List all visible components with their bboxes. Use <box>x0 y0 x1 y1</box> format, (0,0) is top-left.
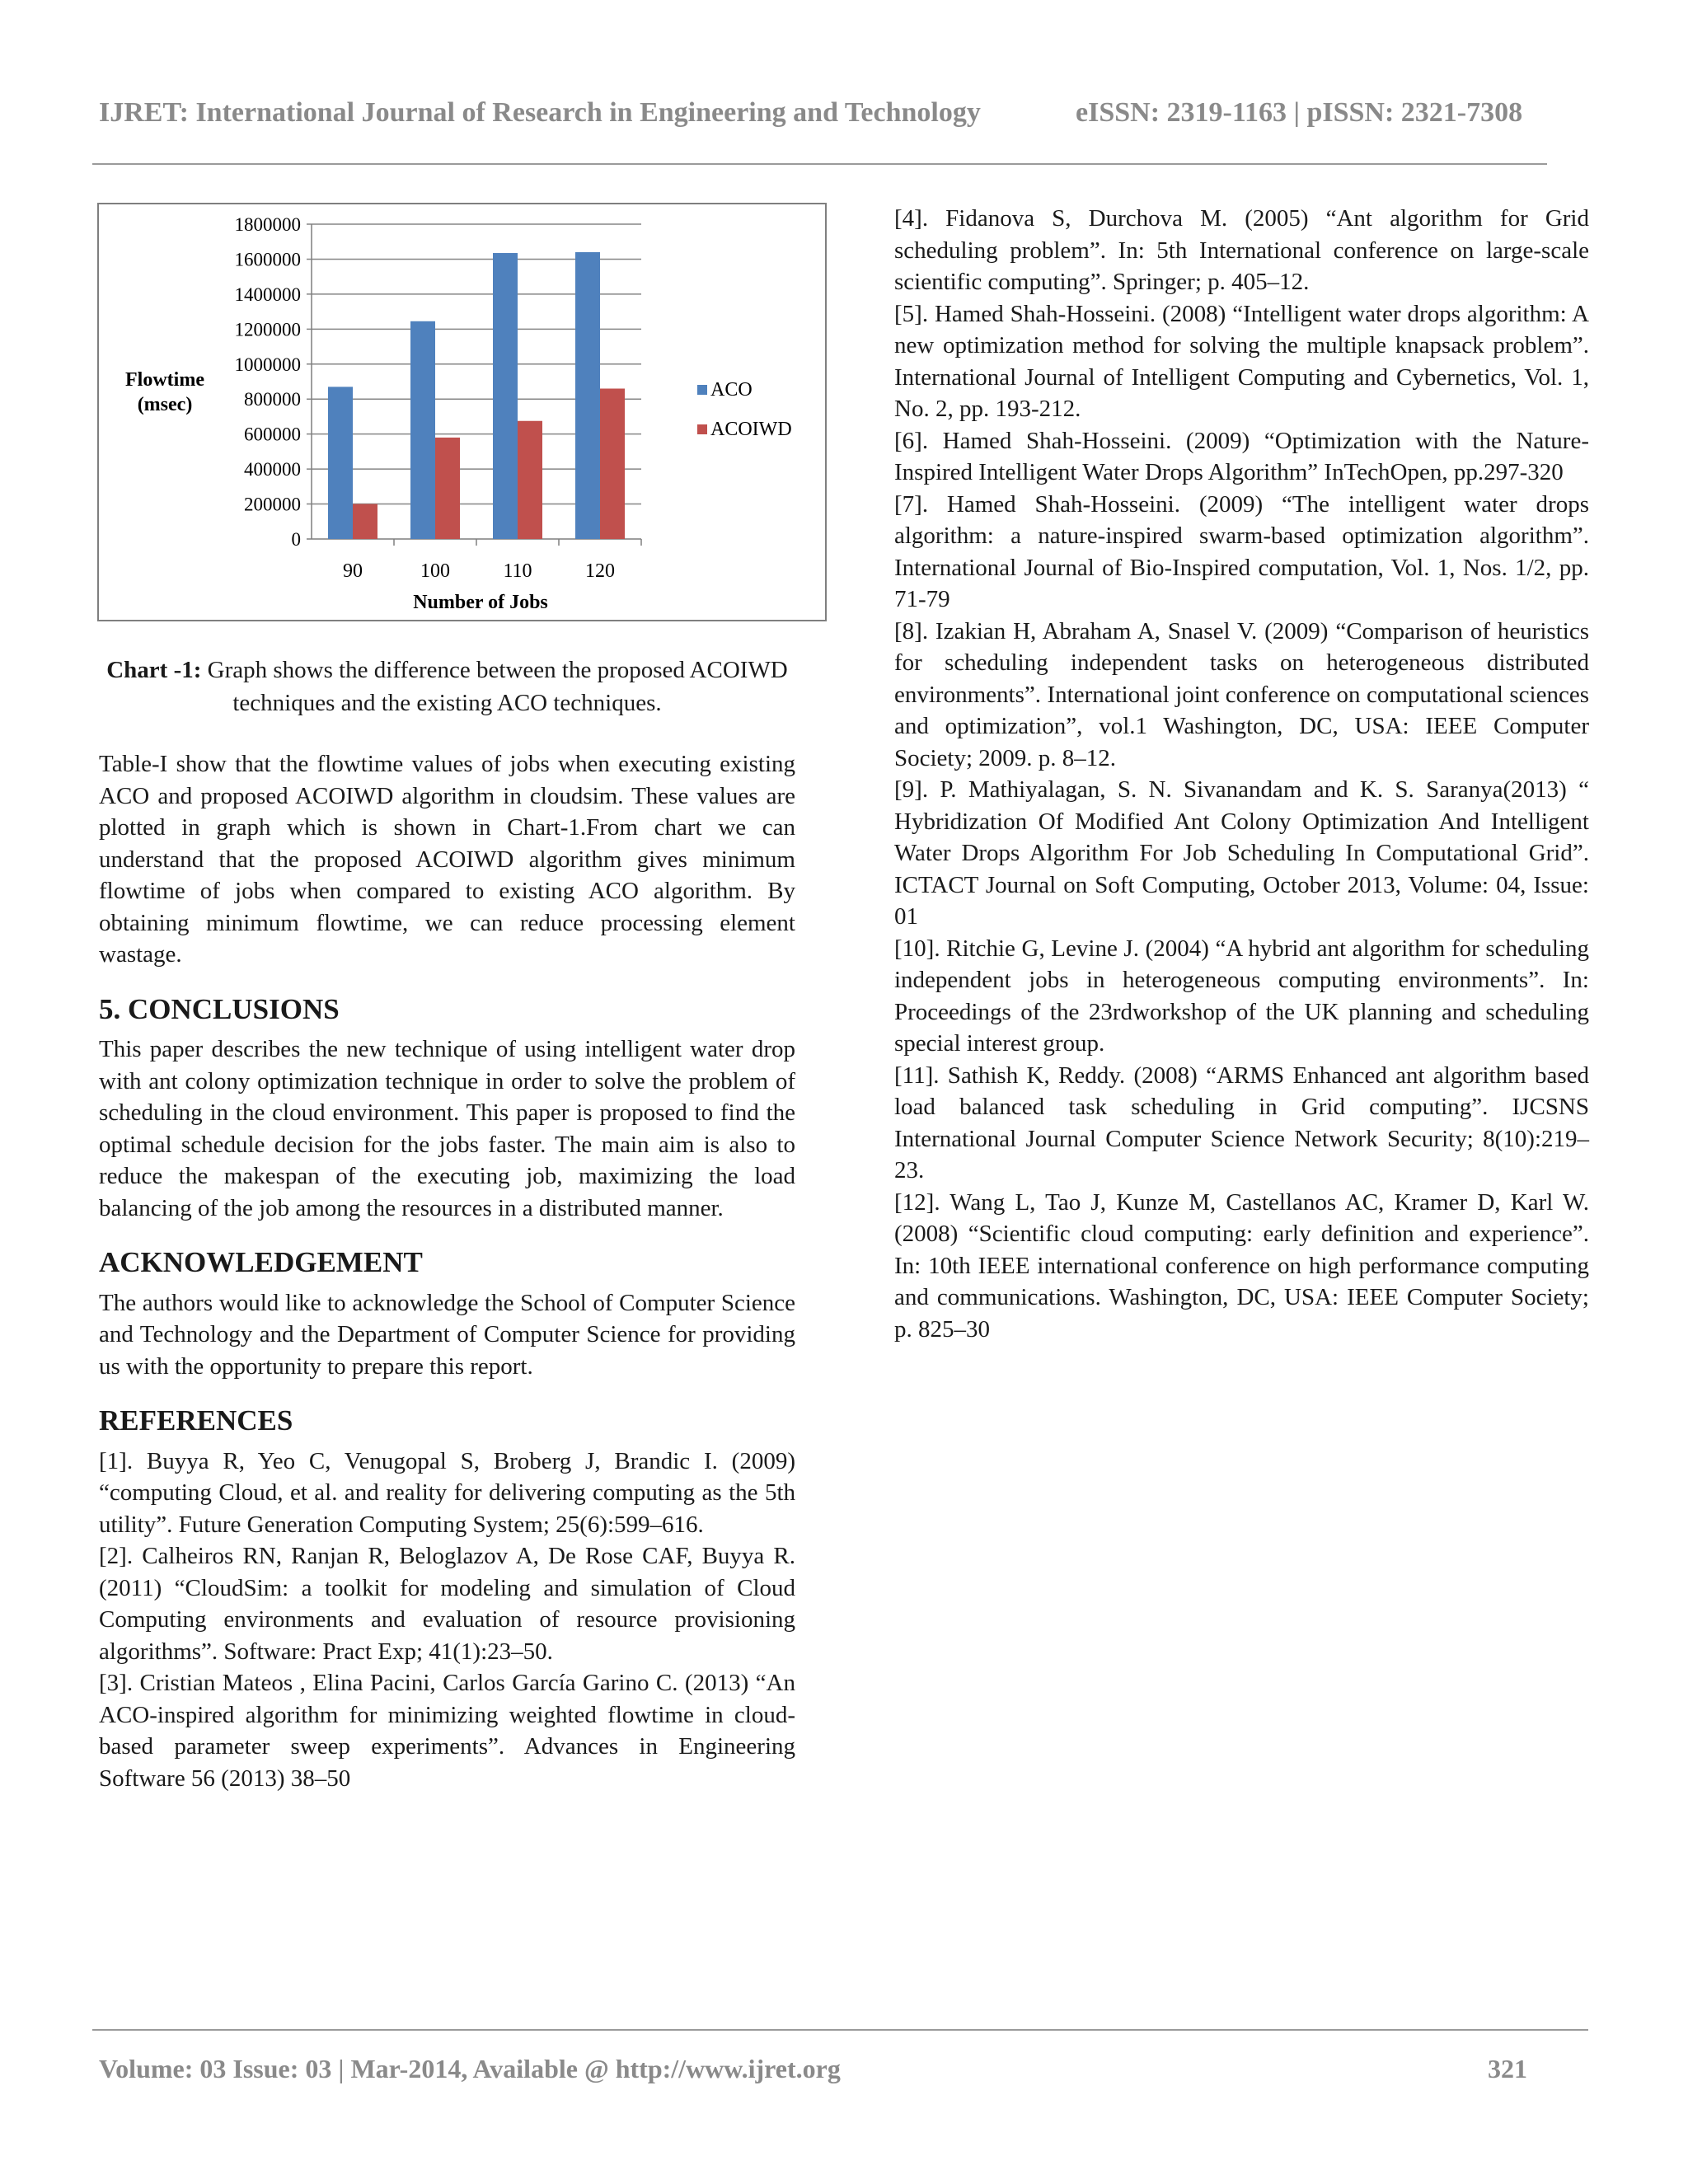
reference-item: [12]. Wang L, Tao J, Kunze M, Castellanos AC, Kramer D, Karl W. (2008) “Scientific cloud computing: early definition and experience”. In: 10th IEEE international conference on high performance computing and communications. Washington, DC, USA: IEEE Computer Society; p. 825–30 <box>894 1188 1589 1343</box>
reference-item: [1]. Buyya R, Yeo C, Venugopal S, Broberg J, Brandic I. (2009) “computing Cloud, et al. and reality for delivering computing as the 5th utility”. Future Generation Computing System; 25(6):599–616. <box>99 1447 795 1538</box>
x-tick-label: 120 <box>585 560 615 582</box>
body-paragraph: Table-I show that the flowtime values of jobs when executing existing ACO and proposed ACOIWD algorithm in cloudsim. These values are plotted in graph which is shown in Chart-1.From chart we can understand that the proposed ACOIWD algorithm gives minimum flowtime of jobs when compared to existing ACO algorithm. By obtaining minimum flowtime, we can reduce processing element wastage. <box>99 751 795 968</box>
bar-acoiwd-90 <box>353 504 377 539</box>
y-tick-label: 1400000 <box>234 284 301 305</box>
references-heading: REFERENCES <box>99 1404 293 1436</box>
x-axis-label: Number of Jobs <box>413 592 548 613</box>
left-column <box>99 748 795 1794</box>
y-tick-label: 1000000 <box>234 354 301 375</box>
reference-item: [6]. Hamed Shah-Hosseini. (2009) “Optimization with the Nature-Inspired Intelligent Water Drops Algorithm” InTechOpen, pp.297-320 <box>894 427 1589 485</box>
bar-acoiwd-110 <box>518 421 542 539</box>
bar-acoiwd-120 <box>600 388 625 539</box>
caption-text: Graph shows the difference between the proposed ACOIWD techniques and the existing ACO techniques. <box>201 657 788 716</box>
x-tick-label: 100 <box>420 560 450 582</box>
footer-volume: Volume: 03 Issue: 03 | Mar-2014, Available @ http://www.ijret.org <box>99 2054 841 2083</box>
reference-item: [4]. Fidanova S, Durchova M. (2005) “Ant algorithm for Grid scheduling problem”. In: 5th International conference on large-scale scientific computing”. Springer; p. 405–12. <box>894 205 1589 295</box>
bar-acoiwd-100 <box>435 438 460 539</box>
legend-swatch-aco <box>697 385 707 395</box>
conclusions-heading: 5. CONCLUSIONS <box>99 992 340 1025</box>
acknowledgement-heading: ACKNOWLEDGEMENT <box>99 1246 423 1278</box>
reference-item: [8]. Izakian H, Abraham A, Snasel V. (2009) “Comparison of heuristics for scheduling independent tasks on heterogeneous distributed environments”. International joint conference on computational sciences and optimization”, vol.1 Washington, DC, USA: IEEE Computer Society; 2009. p. 8–12. <box>894 617 1589 771</box>
conclusions-text: This paper describes the new technique of using intelligent water drop with ant colony optimization technique in order to solve the problem of scheduling in the cloud environment. This paper is proposed to find the optimal schedule decision for the jobs faster. The main aim is also to reduce the makespan of the executing job, maximizing the load balancing of the job among the resources in a distributed manner. <box>99 1036 795 1221</box>
y-tick-label: 600000 <box>244 424 301 445</box>
legend-label-aco: ACO <box>710 379 753 401</box>
y-tick-label: 1800000 <box>234 214 301 235</box>
header-rule <box>92 163 1547 165</box>
reference-item: [9]. P. Mathiyalagan, S. N. Sivanandam and K. S. Saranya(2013) “ Hybridization Of Modified Ant Colony Optimization And Intelligent Water Drops Algorithm For Job Scheduling In Computational Grid”. ICTACT Journal on Soft Computing, October 2013, Volume: 04, Issue: 01 <box>894 776 1589 930</box>
y-tick-label: 800000 <box>244 389 301 410</box>
right-column <box>894 203 1589 1345</box>
bar-aco-100 <box>410 321 435 539</box>
reference-item: [11]. Sathish K, Reddy. (2008) “ARMS Enhanced ant algorithm based load balanced task scheduling in Grid computing”. IJCSNS International Journal Computer Science Network Security; 8(10):219–23. <box>894 1062 1589 1183</box>
y-tick-label: 1600000 <box>234 249 301 270</box>
y-axis-label: Flowtime <box>125 369 204 391</box>
bar-aco-110 <box>493 253 518 539</box>
y-tick-label: 400000 <box>244 459 301 480</box>
flowtime-bar-chart <box>99 204 825 620</box>
y-tick-label: 1200000 <box>234 319 301 340</box>
legend-label-acoiwd: ACOIWD <box>710 419 792 440</box>
journal-title: IJRET: International Journal of Research in Engineering and Technology <box>99 97 981 128</box>
y-tick-label: 200000 <box>244 494 301 515</box>
chart-frame <box>97 203 827 621</box>
page-number: 321 <box>1488 2054 1527 2083</box>
x-tick-label: 110 <box>503 560 532 582</box>
reference-item: [10]. Ritchie G, Levine J. (2004) “A hybrid ant algorithm for scheduling independent jobs in heterogeneous computing environments”. In: Proceedings of the 23rdworkshop of the UK planning and scheduling special interest group. <box>894 935 1589 1057</box>
reference-item: [2]. Calheiros RN, Ranjan R, Beloglazov A, De Rose CAF, Buyya R. (2011) “CloudSim: a toolkit for modeling and simulation of Cloud Computing environments and evaluation of resource provisioning algorithms”. Software: Pract Exp; 41(1):23–50. <box>99 1543 795 1665</box>
reference-item: [3]. Cristian Mateos , Elina Pacini, Carlos García Garino C. (2013) “An ACO-inspired algorithm for minimizing weighted flowtime in cloud-based parameter sweep experiments”. Advances in Engineering Software 56 (2013) 38–50 <box>99 1670 795 1792</box>
y-tick-label: 0 <box>291 529 301 550</box>
footer-rule <box>92 2029 1588 2031</box>
caption-label: Chart -1: <box>106 657 202 683</box>
reference-item: [7]. Hamed Shah-Hosseini. (2009) “The intelligent water drops algorithm: a nature-inspired swarm-based optimization algorithm”. International Journal of Bio-Inspired computation, Vol. 1, Nos. 1/2, pp. 71-79 <box>894 490 1589 612</box>
acknowledgement-text: The authors would like to acknowledge the School of Computer Science and Technology and the Department of Computer Science for providing us with the opportunity to prepare this report. <box>99 1289 795 1380</box>
reference-item: [5]. Hamed Shah-Hosseini. (2008) “Intelligent water drops algorithm: A new optimization method for solving the multiple knapsack problem”. International Journal of Intelligent Computing and Cybernetics, Vol. 1, No. 2, pp. 193-212. <box>894 300 1589 422</box>
bar-aco-120 <box>575 252 600 539</box>
bar-aco-90 <box>328 387 353 539</box>
legend-swatch-acoiwd <box>697 424 707 434</box>
x-tick-label: 90 <box>343 560 363 582</box>
chart-caption <box>99 654 795 719</box>
y-axis-label: (msec) <box>137 394 193 415</box>
issn: eISSN: 2319-1163 | pISSN: 2321-7308 <box>1076 97 1523 128</box>
